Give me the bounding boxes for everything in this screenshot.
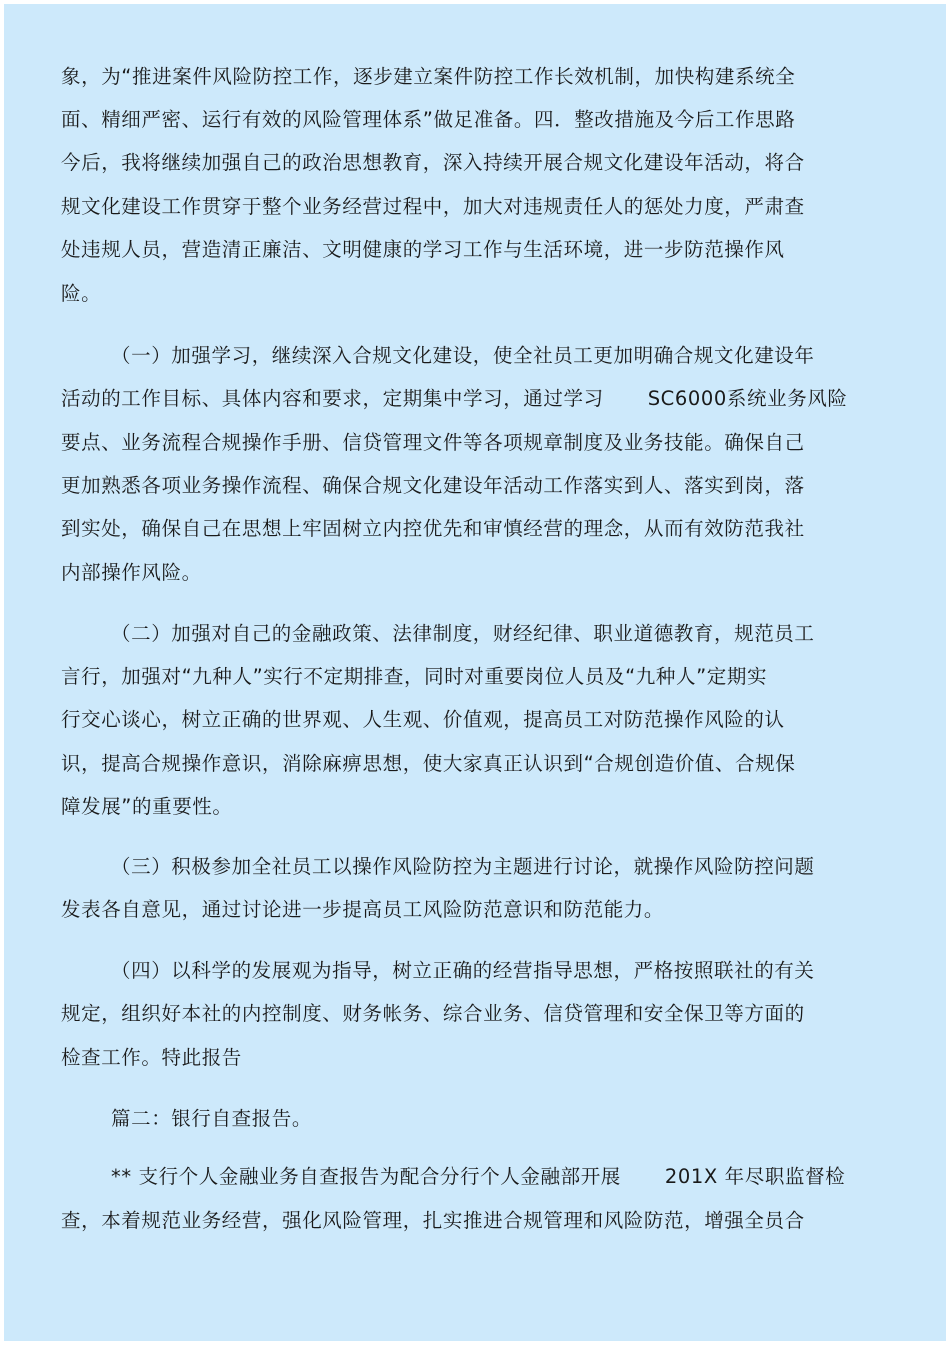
body-line: 象，为“推进案件风险防控工作，逐步建立案件防控工作长效机制，加快构建系统全 xyxy=(61,65,796,88)
body-line xyxy=(111,1164,845,1190)
body-line: 识，提高合规操作意识，消除麻痹思想，使大家真正认识到“合规创造价值、合规保 xyxy=(61,752,796,775)
body-line: 险。 xyxy=(61,282,102,305)
body-line: 要点、业务流程合规操作手册、信贷管理文件等各项规章制度及业务技能。确保自己 xyxy=(61,431,805,454)
body-line xyxy=(61,386,848,412)
body-line: 规文化建设工作贯穿于整个业务经营过程中，加大对违规责任人的惩处力度，严肃查 xyxy=(61,195,805,218)
paragraph-three-first-line: （三）积极参加全社员工以操作风险防控为主题进行讨论，就操作风险防控问题 xyxy=(111,855,815,878)
paragraph-two-first-line: （二）加强对自己的金融政策、法律制度，财经纪律、职业道德教育，规范员工 xyxy=(111,622,815,645)
body-line: 规定，组织好本社的内控制度、财务帐务、综合业务、信贷管理和安全保卫等方面的 xyxy=(61,1002,805,1025)
document-page xyxy=(4,4,946,1341)
body-text: 活动的工作目标、具体内容和要求，定期集中学习，通过学习 xyxy=(61,387,604,410)
body-line: 障发展”的重要性。 xyxy=(61,795,233,818)
body-line: 发表各自意见，通过讨论进一步提高员工风险防范意识和防范能力。 xyxy=(61,898,665,921)
system-code-text: SC6000系统业务风险 xyxy=(647,387,848,410)
paragraph-four-first-line: （四）以科学的发展观为指导，树立正确的经营指导思想，严格按照联社的有关 xyxy=(111,959,815,982)
body-line: 行交心谈心，树立正确的世界观、人生观、价值观，提高员工对防范操作风险的认 xyxy=(61,708,785,731)
paragraph-one-first-line: （一）加强学习，继续深入合规文化建设，使全社员工更加明确合规文化建设年 xyxy=(111,344,815,367)
body-line: 更加熟悉各项业务操作流程、确保合规文化建设年活动工作落实到人、落实到岗，落 xyxy=(61,474,805,497)
body-line: 处违规人员，营造清正廉洁、文明健康的学习工作与生活环境，进一步防范操作风 xyxy=(61,238,785,261)
year-text: 201X 年尽职监督检 xyxy=(664,1165,846,1188)
body-line: 检查工作。特此报告 xyxy=(61,1046,242,1069)
body-line: 面、精细严密、运行有效的风险管理体系”做足准备。四．整改措施及今后工作思路 xyxy=(61,108,796,131)
section-heading: 篇二：银行自查报告。 xyxy=(111,1107,313,1130)
body-line: 查，本着规范业务经营，强化风险管理，扎实推进合规管理和风险防范，增强全员合 xyxy=(61,1209,805,1232)
body-line: 到实处，确保自己在思想上牢固树立内控优先和审慎经营的理念，从而有效防范我社 xyxy=(61,517,805,540)
body-line: 言行，加强对“九种人”实行不定期排查，同时对重要岗位人员及“九种人”定期实 xyxy=(61,665,768,688)
body-line: 内部操作风险。 xyxy=(61,561,202,584)
body-text: ** 支行个人金融业务自查报告为配合分行个人金融部开展 xyxy=(111,1165,621,1188)
body-line: 今后，我将继续加强自己的政治思想教育，深入持续开展合规文化建设年活动，将合 xyxy=(61,151,805,174)
